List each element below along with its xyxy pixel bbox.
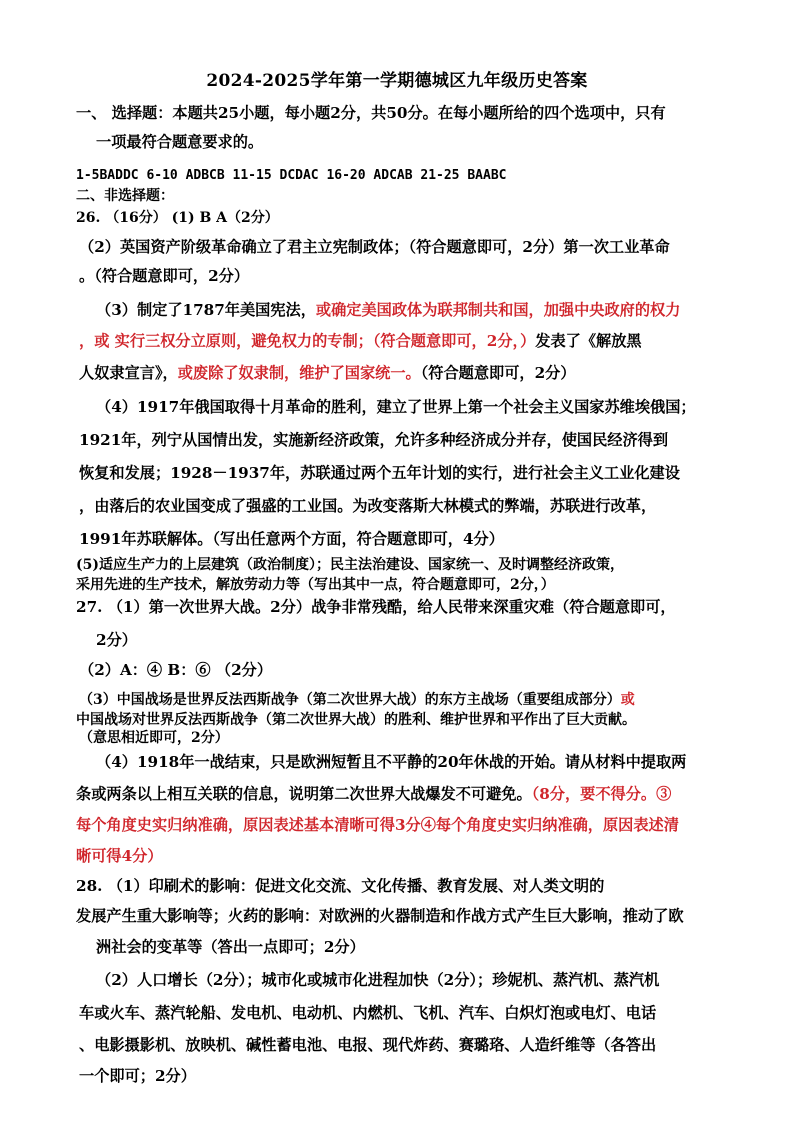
section1-heading-cont: 一项最符合题意要求的。 [96,133,264,151]
q26-line-12: (5)适应生产力的上层建筑（政治制度）；民主法治建设、国家统一、及时调整经济政策， [76,557,624,573]
q27-line-5: 中国战场对世界反法西斯战争（第二次世界大战）的胜利、维护世界和平作出了巨大贡献。 [76,712,636,728]
q26-line-7: （4）1917年俄国取得十月革命的胜利，建立了世界上第一个社会主义国家苏维埃俄国； [96,398,696,416]
section2-heading: 二、非选择题： [76,188,174,204]
q26-line-6-c: （符合题意即可，2分） [420,364,576,382]
q27-line-4-a: （3）中国战场是世界反法西斯战争（第二次世界大战）的东方主战场（重要组成部分） [79,692,621,708]
q26-line-6-a: 人奴隶宣言》， [79,364,178,382]
q27-line-10: 晰可得4分） [76,847,163,865]
q26-line-4 [96,300,680,320]
document-title: 2024-2025学年第一学期德城区九年级历史答案 [206,71,588,91]
q27-line-3: （2）A：④ B：⑥ （2分） [79,661,273,679]
q27-line-1: 27. （1）第一次世界大战。2分）战争非常残酷，给人民带来深重灾难（符合题意即可， [76,598,676,616]
q27-line-9: 每个角度史实归纳准确，原因表述基本清晰可得3分④每个角度史实归纳准确，原因表述清 [76,816,679,834]
q26-line-6 [79,363,576,383]
q26-line-10: ，由落后的农业国变成了强盛的工业国。为改变落斯大林模式的弊端，苏联进行改革， [79,497,657,515]
q26-line-4-a: （3）制定了1787年美国宪法， [96,301,316,319]
q28-line-5: 车或火车、蒸汽轮船、发电机、电动机、内燃机、飞机、汽车、白炽灯泡或电灯、电话 [79,1004,657,1022]
q27-line-8 [76,784,671,804]
q27-line-2: 2分） [96,631,137,649]
q26-line-5 [79,331,642,351]
q26-line-11: 1991年苏联解体。（写出任意两个方面，符合题意即可，4分） [79,530,504,548]
choice-answers: 1-5BADDC 6-10 ADBCB 11-15 DCDAC 16-20 ADCAB 21-25 BAABC [76,168,507,183]
q26-line-6-b: 或废除了奴隶制，维护了国家统一。 [177,364,421,382]
q27-line-4 [79,690,635,710]
q27-line-6: （意思相近即可，2分） [79,730,229,746]
q26-line-13: 采用先进的生产技术，解放劳动力等（写出其中一点，符合题意即可，2分，） [76,577,555,593]
q26-line-8: 1921年，列宁从国情出发，实施新经济政策，允许多种经济成分并存，使国民经济得到 [79,431,669,449]
q26-line-1: 26. （16分） (1) B A（2分） [76,210,279,226]
q26-line-3: 。（符合题意即可，2分） [79,267,250,285]
q28-line-7: 一个即可；2分） [79,1067,196,1085]
q26-line-5-a: ，或 实行三权分立原则，避免权力的专制；（符合题意即可，2分，） [79,332,536,350]
q28-line-4: （2）人口增长（2分）；城市化或城市化进程加快（2分）；珍妮机、蒸汽机、蒸汽机 [96,971,660,989]
section1-heading: 一、 选择题：本题共25小题，每小题2分，共50分。在每小题所给的四个选项中，只有 [76,104,666,122]
q26-line-4-b: 或确定美国政体为联邦制共和国，加强中央政府的权力 [315,301,681,319]
q26-line-2: （2）英国资产阶级革命确立了君主立宪制政体；（符合题意即可，2分）第一次工业革命 [79,238,670,256]
q27-line-8-a: 条或两条以上相互关联的信息，说明第二次世界大战爆发不可避免。 [76,785,532,803]
q27-line-8-b: （8分，要不得分。③ [531,785,672,803]
q28-line-6: 、电影摄影机、放映机、碱性蓄电池、电报、现代炸药、赛璐珞、人造纤维等（各答出 [79,1036,657,1054]
q28-line-1: 28. （1）印刷术的影响：促进文化交流、文化传播、教育发展、对人类文明的 [76,877,605,895]
q27-line-7: （4）1918年一战结束，只是欧洲短暂且不平静的20年休战的开始。请从材料中提取两 [96,753,687,771]
q27-line-4-b: 或 [620,692,635,708]
q28-line-3: 洲社会的变革等（答出一点即可；2分） [96,938,365,956]
q28-line-2: 发展产生重大影响等；火药的影响：对欧洲的火器制造和作战方式产生巨大影响，推动了欧 [76,907,684,925]
q26-line-5-b: 发表了《解放黑 [535,332,642,350]
q26-line-9: 恢复和发展；1928－1937年，苏联通过两个五年计划的实行，进行社会主义工业化建设 [79,464,680,482]
